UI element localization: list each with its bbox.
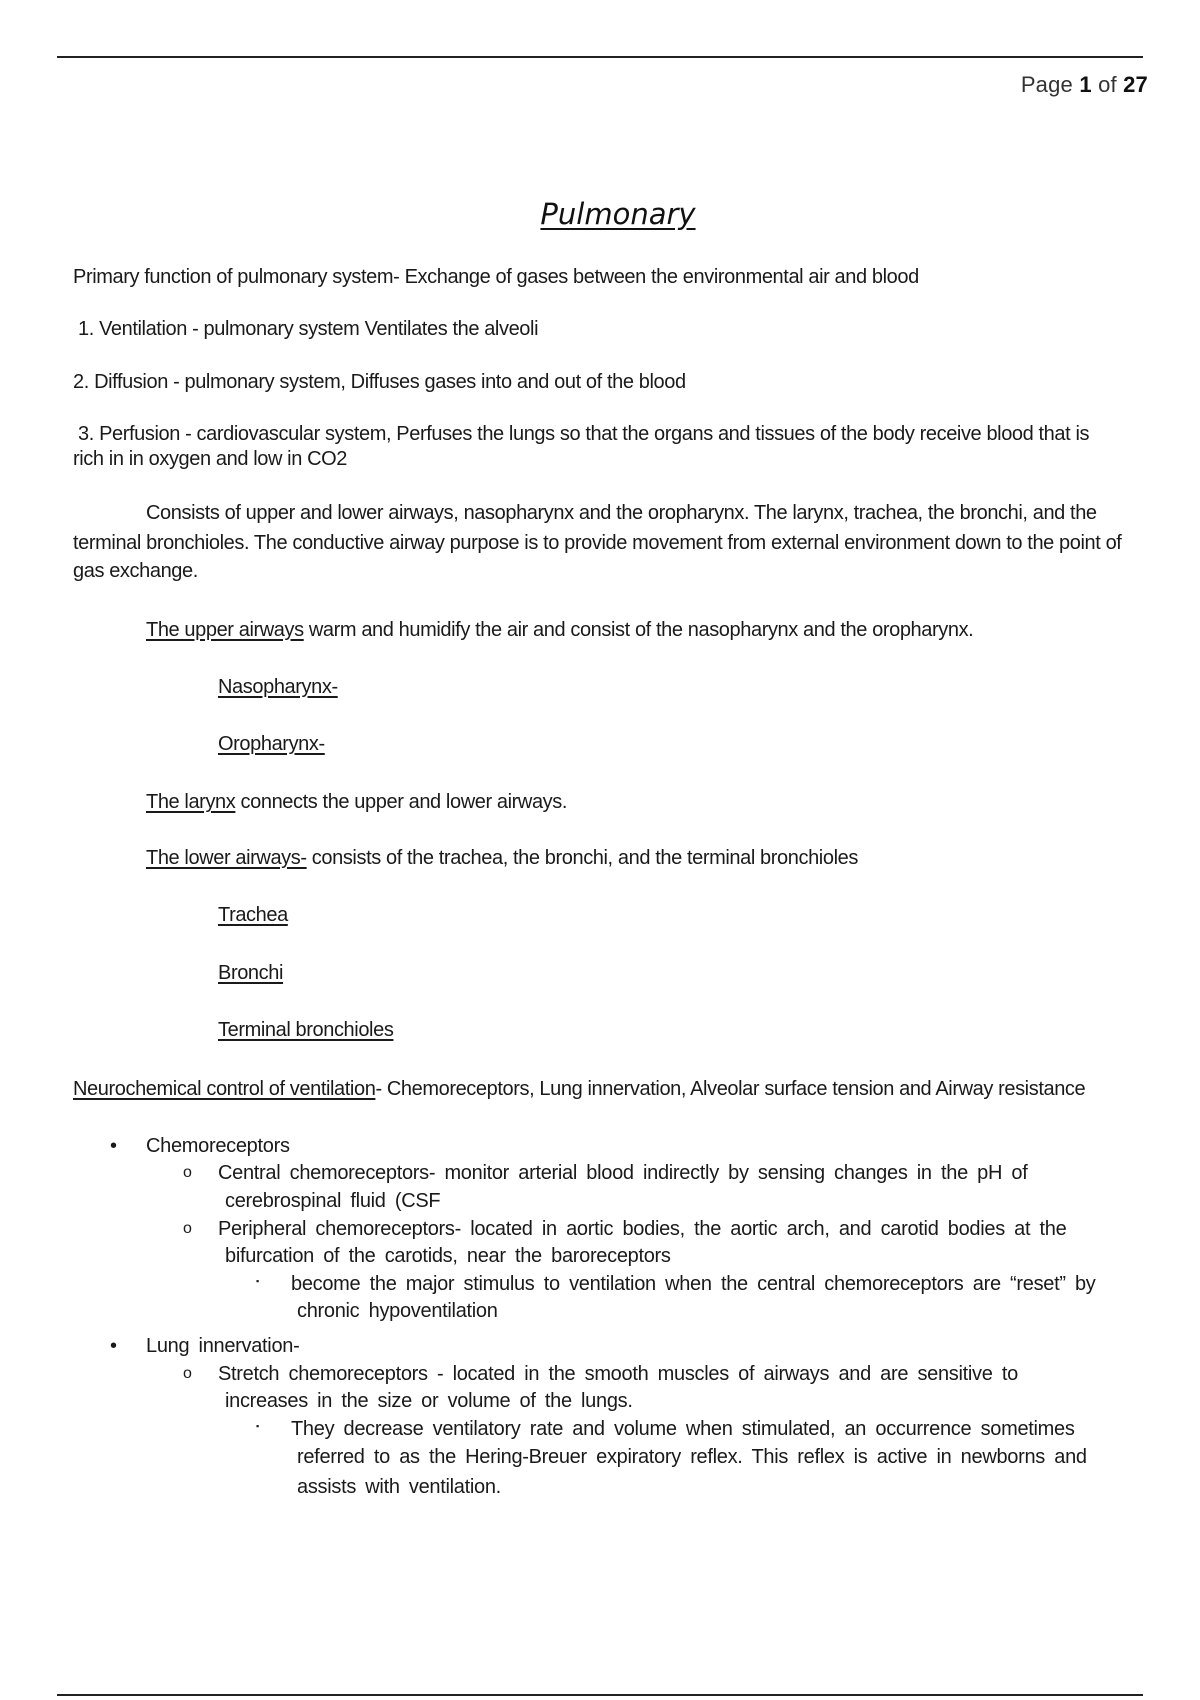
larynx-line	[146, 789, 567, 815]
bullet-square-marker: ▪	[256, 1421, 260, 1431]
upper-airways-text: warm and humidify the air and consist of the nasopharynx and the oropharynx.	[303, 619, 974, 641]
upper-airways-line	[146, 617, 973, 643]
item-number: 1.	[78, 318, 94, 340]
stimulus-line-1: become the major stimulus to ventilation when the central chemoreceptors are “reset” by	[291, 1273, 1096, 1295]
chemoreceptors-bullet: Chemoreceptors	[146, 1135, 290, 1157]
bullet-square-marker: ▪	[256, 1276, 260, 1286]
bullet-circle-marker: o	[183, 1164, 192, 1181]
hering-breuer-line-3: assists with ventilation.	[297, 1476, 501, 1498]
item-number: 3.	[78, 423, 94, 445]
larynx-heading: The larynx	[146, 791, 236, 813]
bullet-circle-marker: o	[183, 1365, 192, 1382]
page-current: 1	[1079, 72, 1092, 97]
larynx-text: connects the upper and lower airways.	[235, 791, 568, 813]
numbered-item-3	[78, 421, 1089, 447]
numbered-item-2	[73, 369, 686, 395]
oropharynx-label: Oropharynx-	[218, 733, 325, 755]
item-text: Ventilation - pulmonary system Ventilates the alveoli	[99, 318, 539, 340]
stimulus-line-2: chronic hypoventilation	[297, 1300, 498, 1322]
numbered-item-1	[78, 316, 538, 342]
peripheral-chemoreceptors-line-2: bifurcation of the carotids, near the baroreceptors	[225, 1245, 671, 1267]
upper-airways-heading: The upper airways	[146, 619, 304, 641]
page-number	[1021, 72, 1148, 98]
numbered-item-3-continued: rich in in oxygen and low in CO2	[73, 448, 348, 470]
item-text: Diffusion - pulmonary system, Diffuses gases into and out of the blood	[94, 371, 686, 393]
item-number: 2.	[73, 371, 89, 393]
page-total: 27	[1123, 72, 1148, 97]
intro-text: Primary function of pulmonary system- Exchange of gases between the environmental air and blood	[73, 266, 919, 288]
neurochemical-text: - Chemoreceptors, Lung innervation, Alveolar surface tension and Airway resistance	[375, 1078, 1086, 1100]
top-rule	[57, 56, 1143, 58]
hering-breuer-line-1: They decrease ventilatory rate and volume when stimulated, an occurrence sometimes	[291, 1418, 1075, 1440]
nasopharynx-label: Nasopharynx-	[218, 676, 338, 698]
lower-airways-heading: The lower airways-	[146, 847, 307, 869]
central-chemoreceptors-line-1: Central chemoreceptors- monitor arterial blood indirectly by sensing changes in the pH of	[218, 1162, 1028, 1184]
hering-breuer-line-2: referred to as the Hering-Breuer expiratory reflex. This reflex is active in newborns and	[297, 1446, 1087, 1468]
peripheral-chemoreceptors-line-1: Peripheral chemoreceptors- located in aortic bodies, the aortic arch, and carotid bodies at the	[218, 1218, 1067, 1240]
lower-airways-line	[146, 845, 858, 871]
trachea-label: Trachea	[218, 904, 288, 926]
page-label: Page	[1020, 72, 1073, 97]
stretch-chemoreceptors-line-2: increases in the size or volume of the lungs.	[225, 1390, 633, 1412]
airways-paragraph-line-2: terminal bronchioles. The conductive airway purpose is to provide movement from external environment down to the point of	[73, 532, 1122, 554]
lower-airways-text: consists of the trachea, the bronchi, and the terminal bronchioles	[306, 847, 858, 869]
lung-innervation-bullet: Lung innervation-	[146, 1335, 300, 1357]
page-of: of	[1098, 72, 1117, 97]
bronchi-label: Bronchi	[218, 962, 284, 984]
neurochemical-heading: Neurochemical control of ventilation	[73, 1078, 376, 1100]
document-title: Pulmonary	[540, 197, 696, 231]
neurochemical-line	[73, 1076, 1085, 1102]
stretch-chemoreceptors-line-1: Stretch chemoreceptors - located in the smooth muscles of airways and are sensitive to	[218, 1363, 1018, 1385]
bullet-circle-marker: o	[183, 1220, 192, 1237]
bullet-dot-marker: •	[110, 1135, 118, 1157]
bullet-dot-marker: •	[110, 1335, 118, 1357]
bottom-rule	[57, 1694, 1143, 1696]
terminal-bronchioles-label: Terminal bronchioles	[218, 1019, 394, 1041]
central-chemoreceptors-line-2: cerebrospinal fluid (CSF	[225, 1190, 441, 1212]
airways-paragraph-line-1: Consists of upper and lower airways, nasopharynx and the oropharynx. The larynx, trachea, the bronchi, and the	[146, 502, 1097, 524]
item-text: Perfusion - cardiovascular system, Perfuses the lungs so that the organs and tissues of the body receive blood that is	[99, 423, 1090, 445]
airways-paragraph-line-3: gas exchange.	[73, 560, 198, 582]
